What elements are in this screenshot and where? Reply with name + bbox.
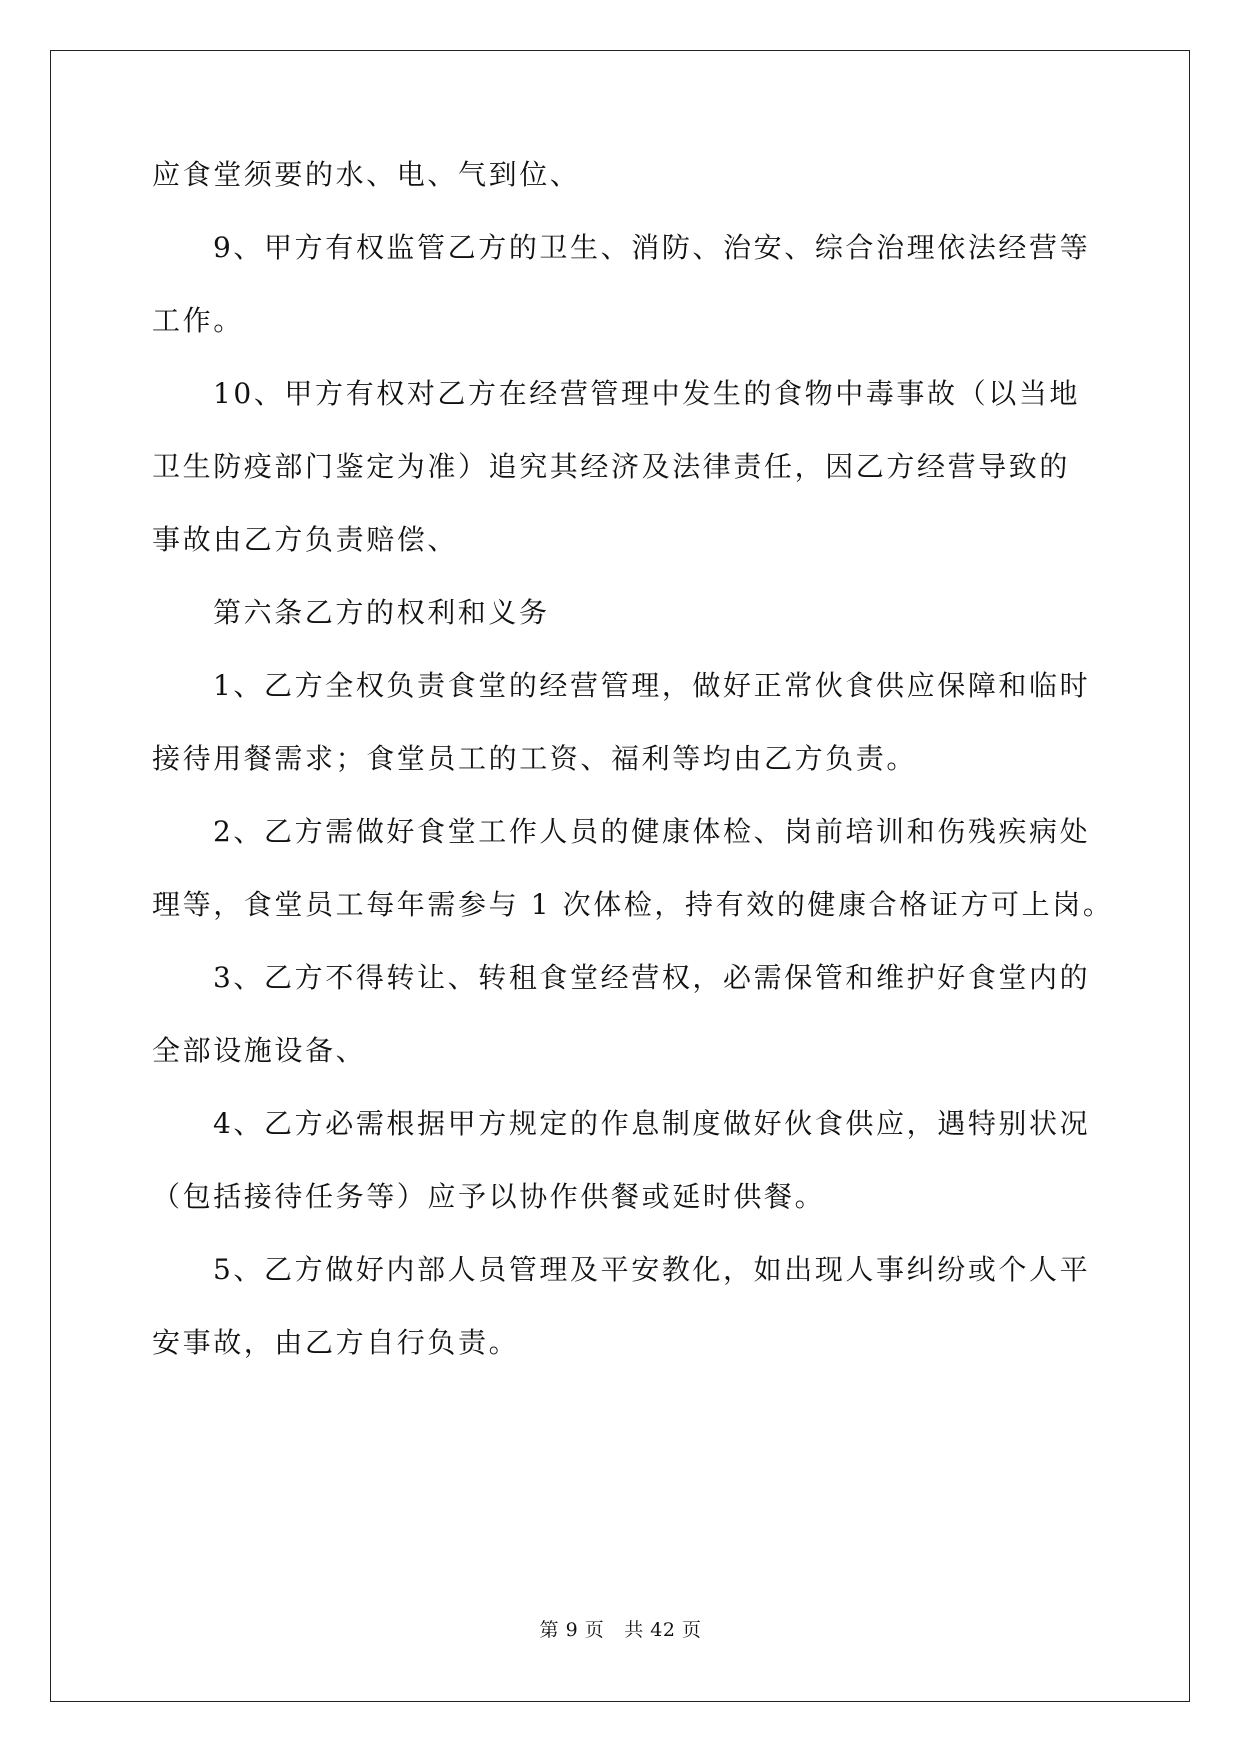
paragraph-item-9: 9、甲方有权监管乙方的卫生、消防、治安、综合治理依法经营等 [213, 231, 1091, 264]
paragraph-item-10: 10、甲方有权对乙方在经营管理中发生的食物中毒事故（以当地 [213, 377, 1081, 410]
page-footer [0, 1618, 1241, 1642]
paragraph-item-2: 2、乙方需做好食堂工作人员的健康体检、岗前培训和伤残疾病处 [213, 815, 1091, 848]
text-line-11: 理等，食堂员工每年需参与 1 次体检，持有效的健康合格证方可上岗。 [152, 888, 1114, 921]
paragraph-item-4: 4、乙方必需根据甲方规定的作息制度做好伙食供应，遇特别状况 [213, 1107, 1091, 1140]
paragraph-item-5: 5、乙方做好内部人员管理及平安教化，如出现人事纠纷或个人平 [213, 1253, 1091, 1286]
paragraph-item-3: 3、乙方不得转让、转租食堂经营权，必需保管和维护好食堂内的 [213, 961, 1091, 994]
text-line-15: （包括接待任务等）应予以协作供餐或延时供餐。 [152, 1180, 826, 1213]
text-line-3: 工作。 [152, 304, 244, 337]
text-line-9: 接待用餐需求；食堂员工的工资、福利等均由乙方负责。 [152, 742, 918, 775]
total-pages: 共 42 页 [624, 1619, 702, 1641]
text-line-13: 全部设施设备、 [152, 1034, 367, 1067]
text-line-6: 事故由乙方负责赔偿、 [152, 523, 459, 556]
paragraph-item-1: 1、乙方全权负责食堂的经营管理，做好正常伙食供应保障和临时 [213, 669, 1091, 702]
text-line-1: 应食堂须要的水、电、气到位、 [152, 158, 581, 191]
text-line-17: 安事故，由乙方自行负责。 [152, 1326, 520, 1359]
page-border [50, 50, 1190, 1702]
page-number: 第 9 页 [539, 1619, 605, 1641]
text-line-5: 卫生防疫部门鉴定为准）追究其经济及法律责任，因乙方经营导致的 [152, 450, 1071, 483]
section-heading-article-6: 第六条乙方的权利和义务 [213, 596, 550, 629]
